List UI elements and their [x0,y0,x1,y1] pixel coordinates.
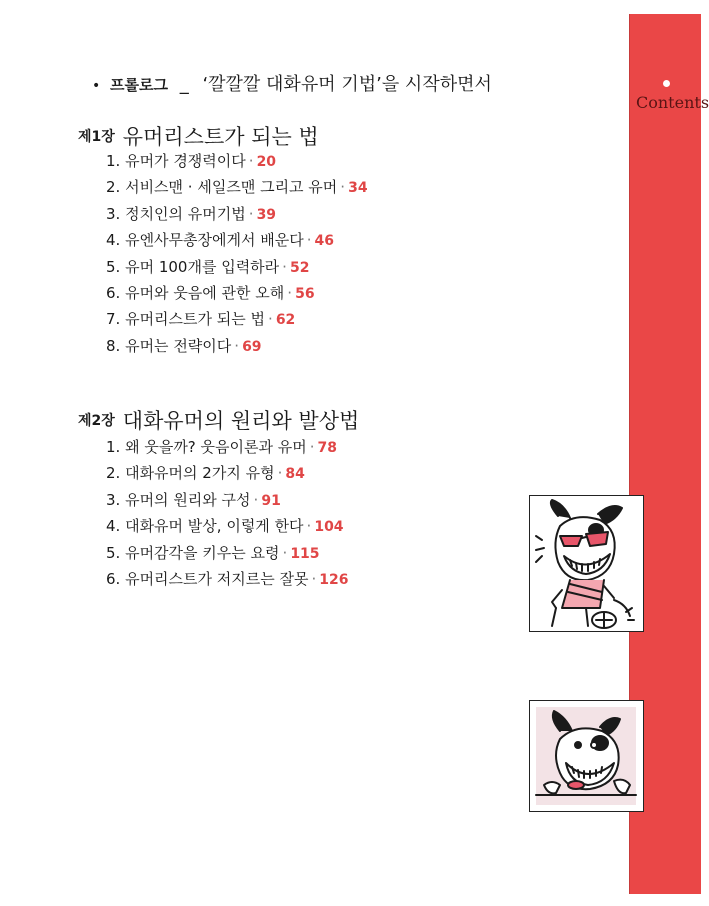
toc-item-label: 4. 유엔사무총장에게서 배운다 [106,231,304,250]
prologue-title: ‘깔깔깔 대화유머 기법’을 시작하면서 [202,74,492,95]
toc-item-label: 1. 왜 웃을까? 웃음이론과 유머 [106,438,307,456]
toc-item-label: 1. 유머가 경쟁력이다 [106,152,246,170]
toc-item-dot: · [277,464,283,483]
toc-item-page: 104 [314,519,344,536]
toc-item-page: 69 [242,338,262,355]
toc-item-page: 39 [256,206,277,223]
toc-item-page: 115 [290,545,320,562]
toc-item-dot: · [287,283,293,302]
chapter-2-list [106,434,349,592]
chapter-1-heading [78,121,319,151]
toc-item-dot: · [309,438,315,456]
toc-item-dot: · [282,543,288,562]
toc-item-page: 52 [289,259,310,276]
toc-item-label: 6. 유머와 웃음에 관한 오해 [106,283,285,302]
chapter-2-heading [78,405,359,435]
chapter-2-title: 대화유머의 원리와 발상법 [122,409,360,433]
toc-item-label: 8. 유머는 전략이다 [106,336,232,355]
chapter-1-title: 유머리스트가 되는 법 [122,125,319,149]
toc-item-dot: · [311,569,317,588]
dog-grinning-icon [530,701,643,811]
toc-item [106,333,368,359]
dog-sunglasses-icon [530,496,643,631]
toc-item [106,513,349,539]
toc-item-dot: · [282,257,287,276]
toc-item-page: 20 [256,154,277,170]
toc-item-page: 34 [348,180,368,197]
toc-item-dot: · [248,204,254,223]
toc-item-label: 7. 유머리스트가 되는 법 [106,310,266,329]
prologue-tag: 프롤로그 [110,76,168,94]
toc-item-label: 3. 정치인의 유머기법 [106,204,246,223]
toc-item [106,434,349,460]
chapter-1-number: 제1장 [78,129,115,145]
toc-item-page: 78 [317,440,338,456]
toc-item-label: 2. 서비스맨 · 세일즈맨 그리고 유머 [106,178,338,197]
prologue-separator: _ [179,74,189,95]
cartoon-dog-grinning-illustration [529,700,644,812]
toc-item [106,201,368,227]
toc-item-dot: · [234,336,240,355]
toc-item [106,280,368,306]
toc-item-dot: · [306,517,312,536]
chapter-1-list [106,148,368,359]
toc-item [106,540,349,566]
toc-item [106,227,368,253]
toc-item [106,460,349,486]
toc-item [106,566,349,592]
toc-item-dot: · [248,152,254,170]
toc-item-page: 91 [261,492,281,509]
toc-item-label: 5. 유머 100개를 입력하라 [106,257,280,276]
toc-item-label: 2. 대화유머의 2가지 유형 [106,464,275,483]
toc-item-label: 5. 유머감각을 키우는 요령 [106,543,280,562]
toc-item-page: 126 [319,571,349,588]
toc-item [106,306,368,332]
chapter-2-number: 제2장 [78,413,115,429]
cartoon-dog-sunglasses-illustration [529,495,644,632]
toc-item-dot: · [268,310,273,329]
toc-item [106,174,368,200]
toc-item-dot: · [253,490,259,509]
toc-item-label: 6. 유머리스트가 저지르는 잘못 [106,569,309,588]
toc-item-dot: · [306,231,312,250]
prologue-bullet: • [92,78,101,94]
prologue-line [92,70,492,96]
toc-item-page: 46 [314,233,334,250]
toc-item-label: 4. 대화유머 발상, 이렇게 한다 [106,517,304,536]
toc-item-page: 84 [285,466,305,483]
toc-item [106,148,368,174]
toc-item-label: 3. 유머의 원리와 구성 [106,490,251,509]
toc-item-page: 62 [275,312,296,329]
toc-item [106,487,349,513]
toc-item [106,254,368,280]
sidebar-contents-label: Contents [636,93,709,112]
toc-item-page: 56 [295,285,315,302]
toc-item-dot: · [340,178,346,197]
sidebar-dot [663,80,670,87]
